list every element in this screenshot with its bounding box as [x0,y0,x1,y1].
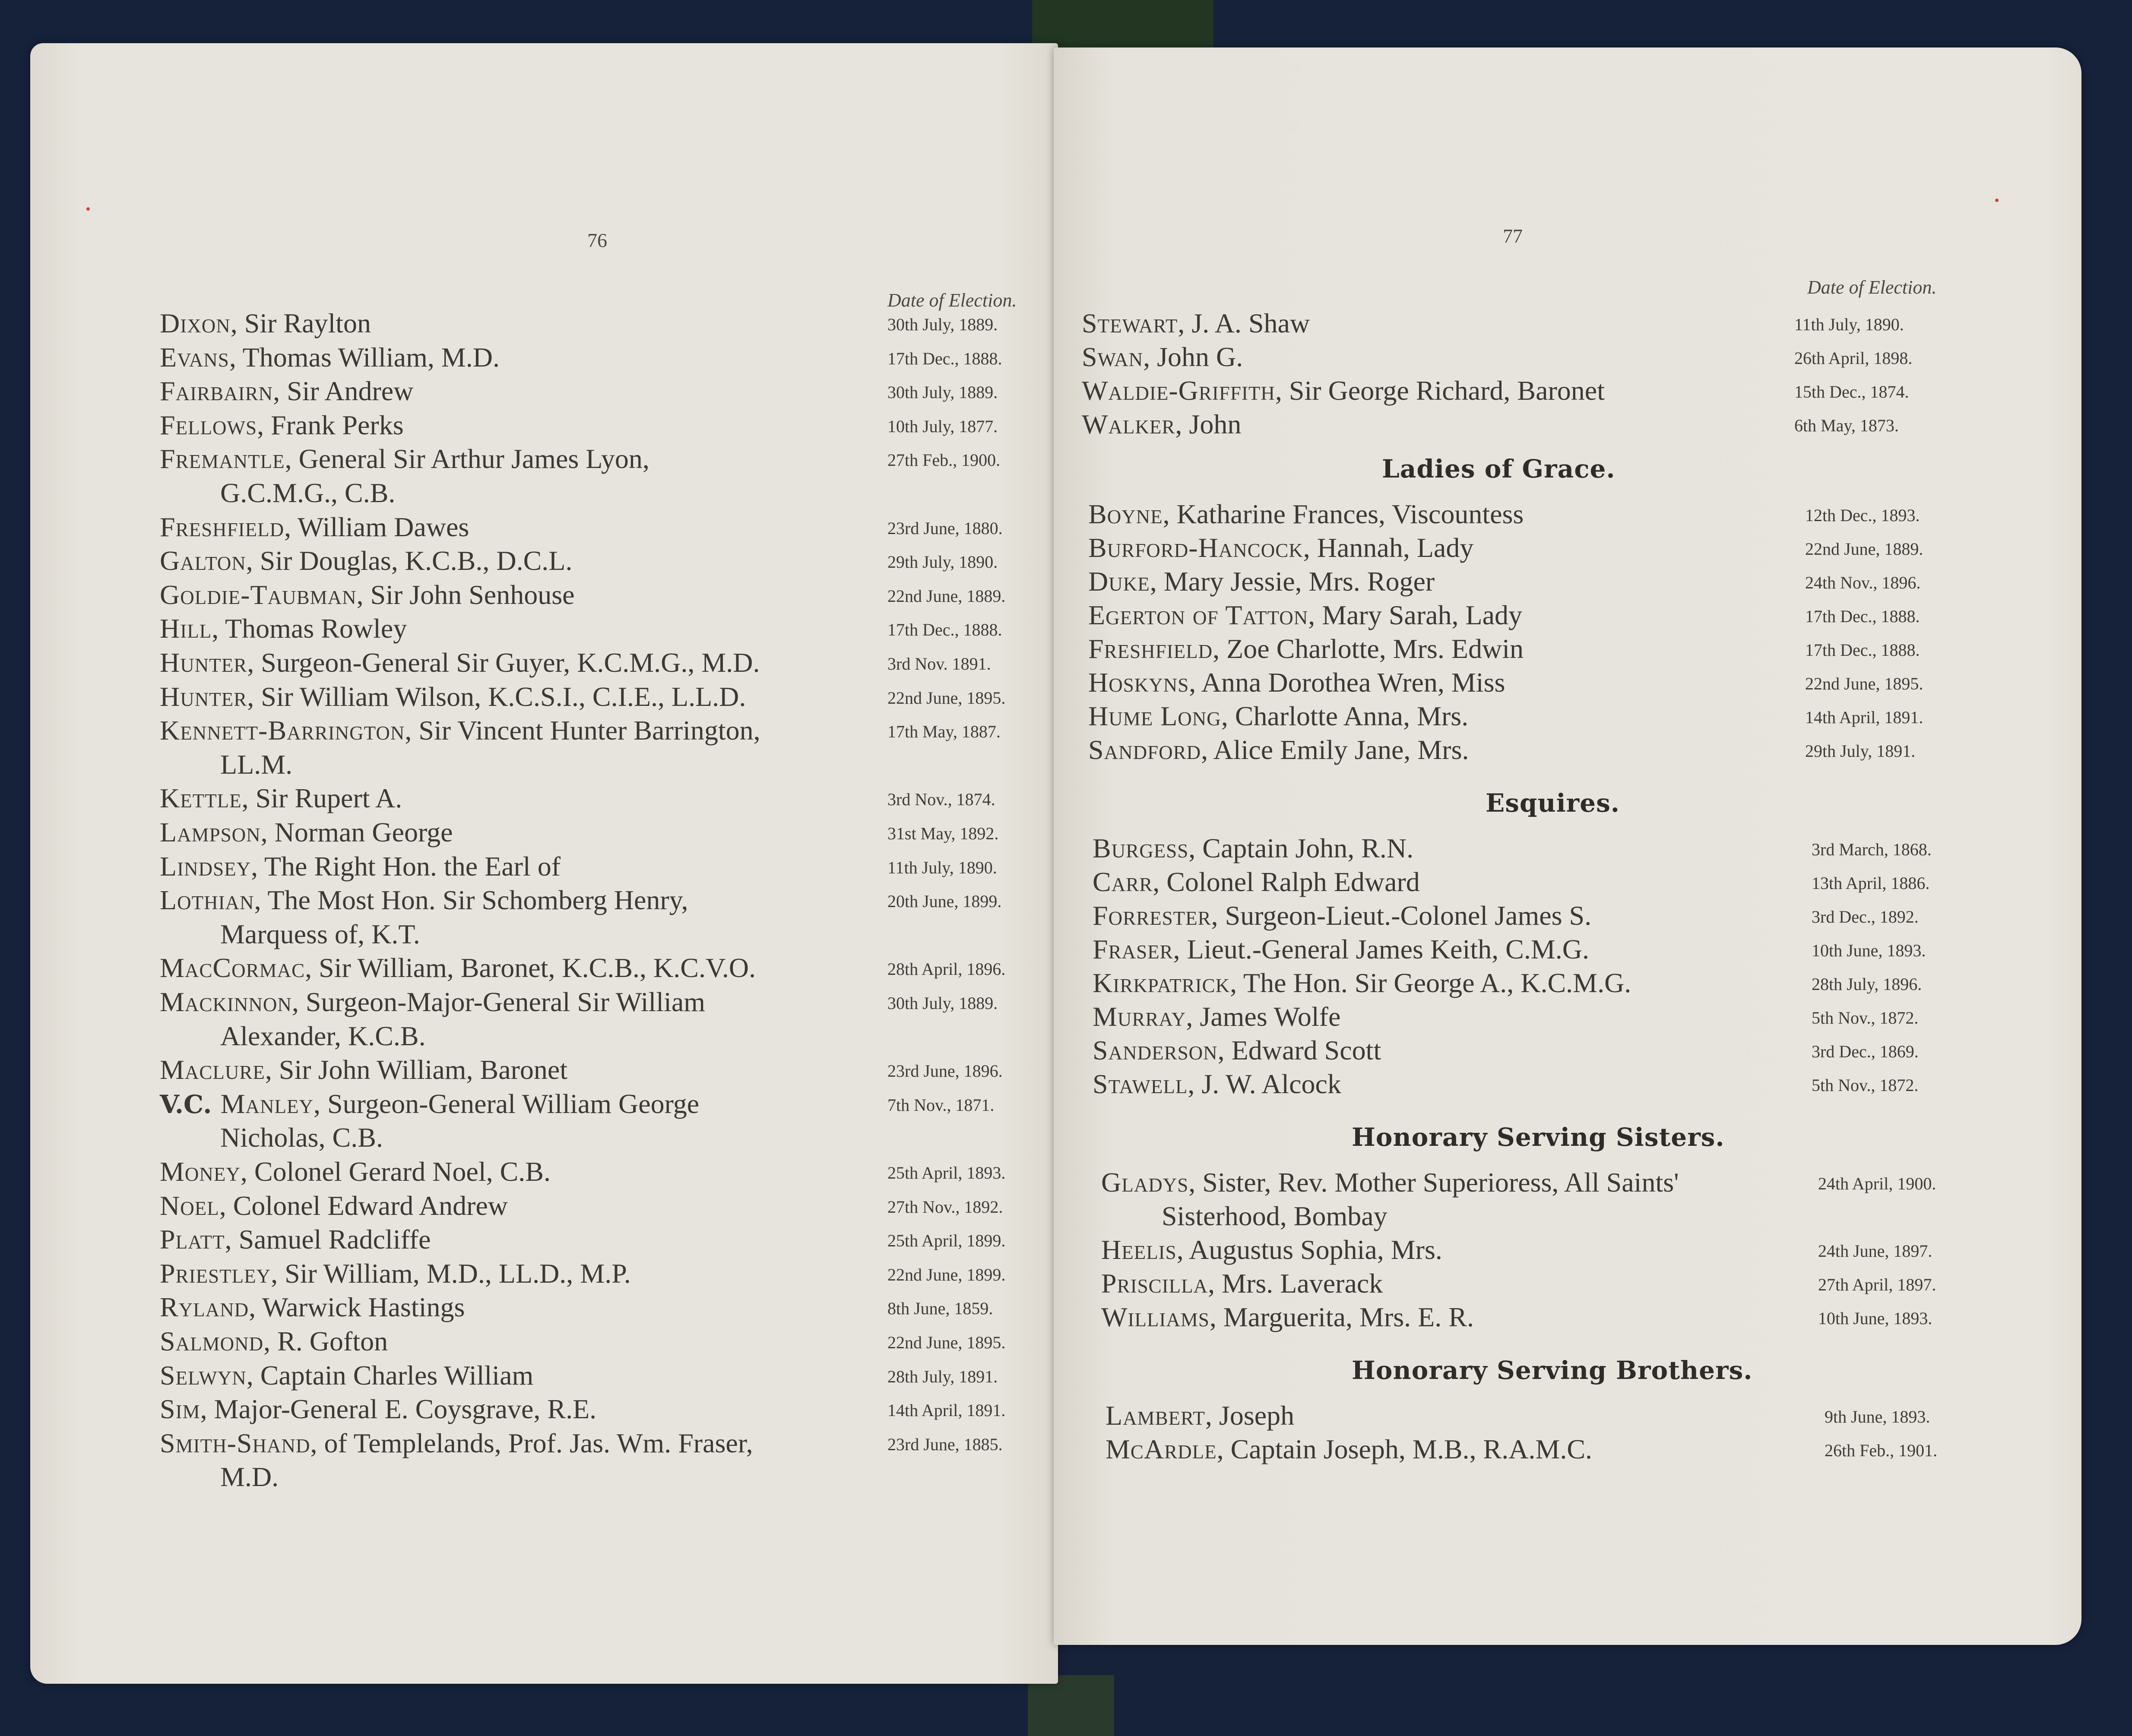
election-date: 24th April, 1900. [1818,1174,1936,1193]
member-entry [1088,632,1524,666]
election-date: 6th May, 1873. [1794,416,1899,435]
election-date: 29th July, 1890. [887,552,998,572]
member-details: , Mary Sarah, Lady [1308,600,1523,630]
member-details: , Charlotte Anna, Mrs. [1221,701,1469,731]
member-entry [1093,933,1589,966]
election-date: 3rd March, 1868. [1812,840,1932,859]
member-details: , General Sir Arthur James Lyon, [285,443,649,474]
member-details: , Sir George Richard, Baronet [1275,375,1605,406]
member-surname: Egerton of Tatton [1088,600,1308,630]
member-details: , Sir John Senhouse [356,579,575,610]
election-date: 23rd June, 1896. [887,1061,1003,1081]
member-surname: Priscilla [1101,1268,1208,1299]
election-date: 11th July, 1890. [887,857,997,877]
member-details: , Warwick Hastings [249,1292,465,1323]
member-surname: Dixon [160,308,231,338]
member-surname: Hume Long [1088,701,1221,731]
member-details: , William Dawes [284,511,469,542]
election-date: 22nd June, 1889. [1805,539,1923,559]
member-entry [1101,1166,1679,1199]
member-entry [1093,1000,1340,1034]
section-heading: Esquires. [1486,788,1620,818]
member-surname: Ryland [160,1292,249,1323]
member-surname: Kennett-Barrington [160,715,405,746]
member-entry [160,1359,533,1392]
member-details-continued: M.D. [220,1461,279,1493]
election-date: 17th Dec., 1888. [1805,640,1920,660]
member-entry [160,781,402,815]
election-date: 17th Dec., 1888. [887,348,1002,368]
section-heading: Honorary Serving Sisters. [1352,1123,1725,1152]
member-details: , Sir Vincent Hunter Barrington, [405,715,760,746]
member-surname: Sanderson [1093,1035,1218,1066]
member-details: , Sister, Rev. Mother Superioress, All Saints' [1188,1167,1679,1198]
member-surname: Fraser [1093,934,1173,964]
member-surname: Lambert [1106,1400,1205,1431]
member-details: , The Most Hon. Sir Schomberg Henry, [254,885,688,916]
member-entry [1101,1300,1474,1334]
election-date: 28th April, 1896. [887,959,1006,979]
member-details: , Surgeon-General Sir Guyer, K.C.M.G., M.D. [247,647,760,678]
election-date: 25th April, 1899. [887,1231,1006,1251]
member-entry [160,510,469,544]
member-details: , of Templelands, Prof. Jas. Wm. Fraser, [310,1427,753,1458]
member-entry [160,883,688,917]
member-surname: Hunter [160,647,247,678]
member-details: , Mary Jessie, Mrs. Roger [1150,566,1435,597]
member-details: , Colonel Edward Andrew [219,1190,508,1221]
election-date: 24th Nov., 1896. [1805,573,1921,592]
member-details: , Hannah, Lady [1303,532,1474,563]
election-date: 25th April, 1893. [887,1163,1006,1183]
member-details: , Captain Joseph, M.B., R.A.M.C. [1216,1434,1593,1464]
member-entry [1093,1067,1341,1101]
member-entry [160,544,572,578]
election-date: 23rd June, 1880. [887,518,1003,538]
section-heading: Ladies of Grace. [1382,454,1616,484]
member-details-continued: Marquess of, K.T. [220,918,420,949]
member-entry [160,1290,465,1324]
member-details: , Sir Rupert A. [241,783,402,814]
member-surname: Fairbairn [160,376,273,407]
date-of-election-heading: Date of Election. [887,290,1017,311]
member-entry [1088,733,1469,767]
member-entry [160,816,453,849]
member-surname: Swan [1082,342,1144,372]
member-entry [1088,699,1468,733]
member-details: , Augustus Sophia, Mrs. [1176,1234,1442,1265]
election-date: 3rd Nov., 1874. [887,790,995,810]
member-surname: Hill [160,613,212,644]
member-entry [160,951,756,985]
election-date: 26th April, 1898. [1794,348,1913,368]
member-entry [160,1392,596,1426]
book-spine-bottom [1028,1675,1114,1736]
member-details-continued: LL.M. [220,749,293,780]
election-date: 10th July, 1877. [887,416,998,436]
member-entry [1082,408,1241,441]
member-entry [160,680,746,714]
member-details: , Alice Emily Jane, Mrs. [1201,734,1469,765]
election-date: 31st May, 1892. [887,824,999,843]
member-surname: Evans [160,342,229,373]
election-date: 3rd Dec., 1869. [1812,1042,1919,1061]
member-surname: Goldie-Taubman [160,579,357,610]
member-entry [1106,1432,1592,1466]
member-entry [160,374,413,408]
member-details: , R. Gofton [263,1326,388,1357]
member-details: , Surgeon-Major-General Sir William [291,987,706,1017]
member-entry [1101,1267,1383,1300]
member-entry [1088,666,1505,699]
member-surname: Smith-Shand [160,1427,310,1458]
member-entry [160,1325,388,1358]
paper-speck [86,207,90,211]
member-surname: Lindsey [160,851,251,882]
member-details: , Sir Andrew [273,376,414,407]
election-date: 5th Nov., 1872. [1812,1075,1919,1095]
member-details-continued: G.C.M.G., C.B. [220,477,396,508]
member-entry [1101,1233,1442,1267]
member-surname: Walker [1082,409,1175,440]
election-date: 23rd June, 1885. [887,1434,1003,1454]
member-surname: Maclure [160,1054,265,1085]
member-surname: Mackinnon [160,987,292,1017]
member-surname: Stawell [1093,1069,1188,1099]
election-date: 5th Nov., 1872. [1812,1008,1919,1028]
member-surname: Salmond [160,1326,264,1357]
member-entry [160,1087,699,1121]
member-details: , Mrs. Laverack [1208,1268,1383,1299]
member-surname: Hunter [160,681,247,712]
election-date: 11th July, 1890. [1794,315,1904,334]
member-surname: Duke [1088,566,1150,597]
election-date: 22nd June, 1895. [1805,674,1923,693]
member-entry [1082,374,1605,408]
member-details: , The Hon. Sir George A., K.C.M.G. [1230,968,1631,998]
election-date: 17th May, 1887. [887,722,1001,742]
election-date: 22nd June, 1895. [887,1333,1006,1352]
member-surname: Kettle [160,783,242,814]
member-details: , Captain John, R.N. [1188,833,1414,863]
member-surname: Boyne [1088,499,1163,529]
member-details: , Major-General E. Coysgrave, R.E. [200,1394,597,1425]
member-entry [1093,832,1413,865]
member-entry [160,612,407,645]
member-surname: Selwyn [160,1360,247,1391]
member-entry [1093,899,1591,933]
member-details: , Colonel Ralph Edward [1153,866,1420,897]
election-date: 14th April, 1891. [887,1401,1006,1420]
election-date: 30th July, 1889. [887,383,998,402]
member-details: , Sir William, Baronet, K.C.B., K.C.V.O. [305,952,756,983]
member-entry [1093,865,1420,899]
member-details: , Sir William Wilson, K.C.S.I., C.I.E., L.L.D. [247,681,746,712]
member-details: , Norman George [260,817,453,847]
page-number: 76 [587,229,607,251]
election-date: 10th June, 1893. [1818,1309,1932,1328]
member-surname: Manley [220,1088,314,1119]
member-entry [160,1189,508,1223]
member-entry [1093,966,1631,1000]
member-surname: Heelis [1101,1234,1177,1265]
member-surname: Fremantle [160,443,285,474]
member-entry [1088,598,1522,632]
election-date: 17th Dec., 1888. [1805,607,1920,626]
election-date: 20th June, 1899. [887,892,1002,911]
election-date: 9th June, 1893. [1825,1407,1930,1426]
election-date: 27th Nov., 1892. [887,1197,1003,1217]
member-surname: Platt [160,1224,225,1255]
member-entry [160,714,760,747]
election-date: 8th June, 1859. [887,1299,993,1319]
election-date: 3rd Nov. 1891. [887,654,991,674]
election-date: 22nd June, 1889. [887,586,1006,606]
member-details: , Surgeon-Lieut.-Colonel James S. [1211,900,1592,931]
election-date: 28th July, 1891. [887,1366,998,1386]
member-surname: Forrester [1093,900,1211,931]
election-date: 10th June, 1893. [1812,941,1926,960]
member-details: , J. W. Alcock [1188,1069,1341,1099]
election-date: 30th July, 1889. [887,315,998,334]
member-details: , Anna Dorothea Wren, Miss [1189,667,1505,698]
member-details: , James Wolfe [1186,1001,1341,1032]
election-date: 3rd Dec., 1892. [1812,907,1919,926]
election-date: 28th July, 1896. [1812,974,1922,994]
member-entry [160,1053,567,1087]
election-date: 26th Feb., 1901. [1825,1441,1938,1460]
member-details: , Edward Scott [1217,1035,1381,1066]
member-details: , Thomas William, M.D. [229,342,500,373]
member-surname: Lampson [160,817,261,847]
member-entry [160,1155,551,1189]
member-details: , Surgeon-General William George [313,1088,700,1119]
election-date: 29th July, 1891. [1805,741,1916,761]
member-surname: Lothian [160,885,254,916]
election-date: 17th Dec., 1888. [887,620,1002,640]
member-entry [160,442,649,476]
election-date: 7th Nov., 1871. [887,1095,995,1115]
member-details-continued: Sisterhood, Bombay [1162,1201,1388,1231]
member-entry [1106,1399,1294,1432]
member-details: , Frank Perks [257,409,404,440]
member-entry [160,1257,631,1290]
member-surname: Sandford [1088,734,1201,765]
member-surname: Freshfield [160,511,285,542]
member-details: , Sir John William, Baronet [265,1054,568,1085]
member-surname: Sim [160,1394,200,1425]
member-surname: Noel [160,1190,219,1221]
member-entry [1082,340,1243,374]
member-entry [160,341,500,374]
member-entry [160,646,760,680]
member-surname: McArdle [1106,1434,1217,1464]
election-date: 27th April, 1897. [1818,1275,1936,1294]
member-entry [160,1223,431,1256]
left-page [30,43,1058,1684]
member-details: , Lieut.-General James Keith, C.M.G. [1173,934,1589,964]
member-surname: Gladys [1101,1167,1189,1198]
member-details: , Colonel Gerard Noel, C.B. [240,1156,551,1187]
member-entry [1088,565,1435,598]
member-entry [1088,531,1473,565]
member-entry [1088,497,1524,531]
member-surname: Stewart [1082,308,1178,338]
member-surname: Galton [160,545,246,576]
member-entry [1093,1034,1381,1067]
member-details: , Captain Charles William [246,1360,534,1391]
member-details: , Thomas Rowley [212,613,407,644]
election-date: 24th June, 1897. [1818,1241,1932,1261]
member-surname: Freshfield [1088,633,1213,664]
member-details: , Katharine Frances, Viscountess [1163,499,1524,529]
member-entry [160,985,705,1019]
election-date: 15th Dec., 1874. [1794,382,1909,402]
member-details-continued: Alexander, K.C.B. [220,1020,426,1051]
election-date: 27th Feb., 1900. [887,450,1001,470]
member-surname: Burgess [1093,833,1189,863]
member-entry [160,1426,753,1460]
member-surname: Williams [1101,1302,1210,1332]
member-entry [160,307,371,340]
election-date: 12th Dec., 1893. [1805,506,1920,525]
member-details: , Sir Douglas, K.C.B., D.C.L. [246,545,573,576]
member-details: , John [1175,409,1242,440]
member-details: , Samuel Radcliffe [225,1224,431,1255]
member-surname: Burford-Hancock [1088,532,1303,563]
election-date: 14th April, 1891. [1805,708,1923,727]
member-details: , Sir William, M.D., LL.D., M.P. [271,1258,631,1289]
member-entry [160,850,561,883]
member-surname: MacCormac [160,952,305,983]
member-surname: Murray [1093,1001,1186,1032]
member-details: , Sir Raylton [230,308,371,338]
section-heading: Honorary Serving Brothers. [1352,1356,1753,1385]
member-entry [160,408,404,442]
election-date: 22nd June, 1895. [887,688,1006,708]
member-details-continued: Nicholas, C.B. [220,1122,383,1153]
member-details: , Marguerita, Mrs. E. R. [1209,1302,1474,1332]
member-surname: Hoskyns [1088,667,1189,698]
member-surname: Waldie-Griffith [1082,375,1275,406]
member-surname: Priestley [160,1258,271,1289]
member-surname: Kirkpatrick [1093,968,1230,998]
right-page [1054,47,2081,1645]
member-details: , J. A. Shaw [1178,308,1310,338]
member-details: , Joseph [1205,1400,1295,1431]
victoria-cross-prefix: V.C. [160,1089,221,1119]
election-date: 22nd June, 1899. [887,1265,1006,1284]
page-number: 77 [1503,225,1523,247]
election-date: 13th April, 1886. [1812,873,1930,893]
member-surname: Money [160,1156,241,1187]
member-surname: Carr [1093,866,1153,897]
member-details: , Zoe Charlotte, Mrs. Edwin [1213,633,1524,664]
member-details: , The Right Hon. the Earl of [251,851,561,882]
election-date: 30th July, 1889. [887,993,998,1013]
member-surname: Fellows [160,409,257,440]
date-of-election-heading: Date of Election. [1807,277,1937,298]
member-details: , John G. [1143,342,1243,372]
member-entry [160,578,575,612]
paper-speck [1995,199,1999,202]
member-entry [1082,307,1310,340]
